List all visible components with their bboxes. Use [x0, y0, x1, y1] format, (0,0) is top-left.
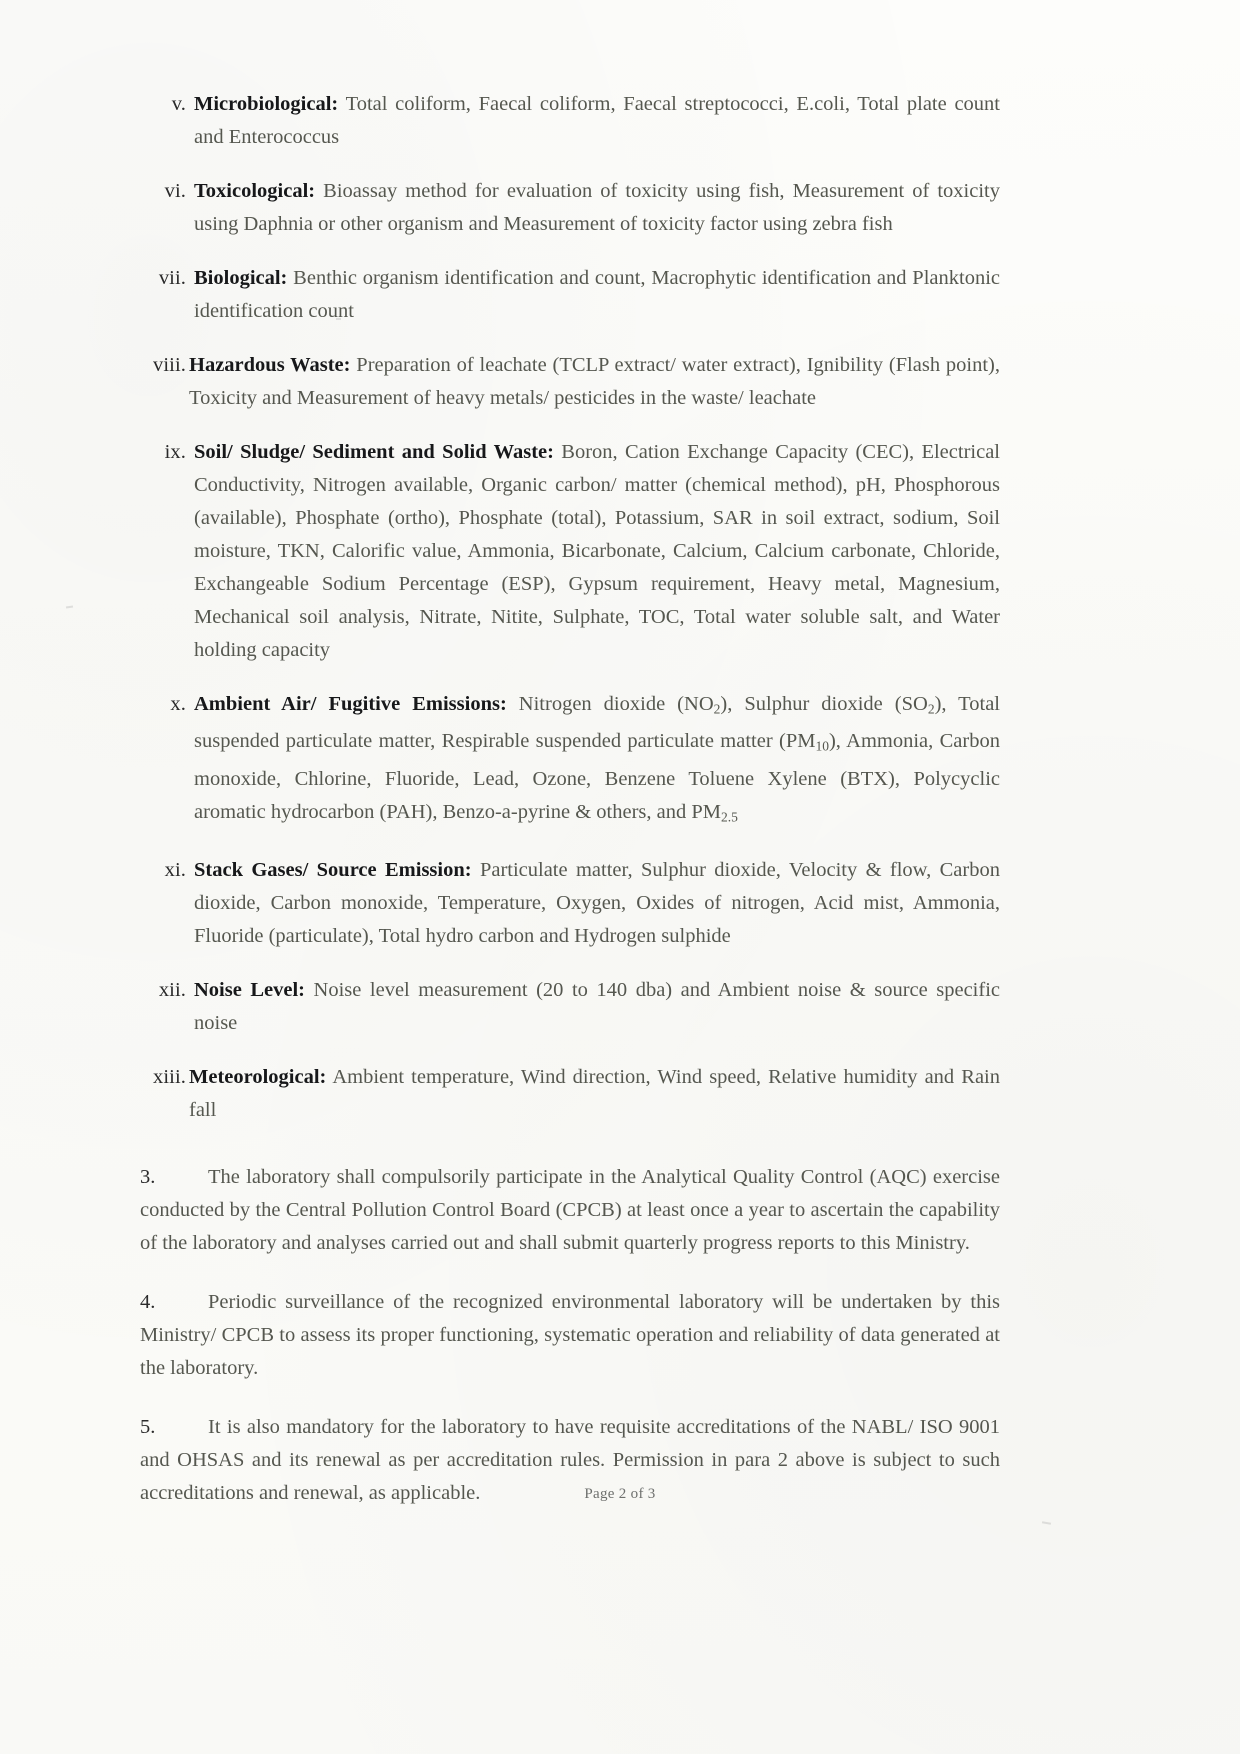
list-item [140, 262, 1000, 328]
list-item [140, 1061, 1000, 1127]
paragraph-text: It is also mandatory for the laboratory to have requisite accreditations of the NABL/ ISO 9001 and OHSAS and its renewal as per accreditation rules. Permission in para 2 above is subject to such accreditations and renewal, as applicable. [140, 1416, 1000, 1505]
list-item-content [189, 349, 1000, 415]
document-body [140, 88, 1000, 1536]
chemical-subscript: 2 [713, 701, 721, 717]
list-item [140, 974, 1000, 1040]
list-item-content [194, 88, 1000, 154]
list-marker: xii. [158, 979, 186, 1002]
list-marker: viii. [153, 354, 186, 376]
list-item-term: Toxicological: [194, 180, 316, 202]
scan-speck [1042, 1521, 1051, 1525]
list-item-text: Particulate matter, Sulphur dioxide, Velocity & flow, Carbon dioxide, Carbon monoxide, Temperature, Oxygen, Oxides of nitrogen, Acid mist, Ammonia, Fluoride (particulate), Total hydro carbon and Hydrogen sulphide [194, 859, 1000, 948]
list-item-term: Soil/ Sludge/ Sediment and Solid Waste: [194, 441, 554, 463]
paragraph-text: The laboratory shall compulsorily participate in the Analytical Quality Control (AQC) exercise conducted by the Central Pollution Control Board (CPCB) at least once a year to ascertain the capability of the laboratory and analyses carried out and shall submit quarterly progress reports to this Ministry. [140, 1166, 1000, 1255]
paragraph-number: 5. [140, 1416, 156, 1439]
list-item-content [194, 262, 1000, 328]
list-item-text: Boron, Cation Exchange Capacity (CEC), Electrical Conductivity, Nitrogen available, Organic carbon/ matter (chemical method), pH, Phosphorous (available), Phosphate (ortho), Phosphate (total), Potassium, SAR in soil extract, sodium, Soil moisture, TKN, Calorific value, Ammonia, Bicarbonate, Calcium, Calcium carbonate, Chloride, Exchangeable Sodium Percentage (ESP), Gypsum requirement, Heavy metal, Magnesium, Mechanical soil analysis, Nitrate, Nitite, Sulphate, TOC, Total water soluble salt, and Water holding capacity [194, 441, 1000, 661]
chemical-subscript: 2 [927, 701, 935, 717]
list-item-text: Total coliform, Faecal coliform, Faecal streptococci, E.coli, Total plate count and Enterococcus [194, 93, 1000, 148]
list-item [140, 175, 1000, 241]
list-marker: xi. [164, 859, 186, 882]
list-item [140, 854, 1000, 953]
chemical-subscript: 10 [815, 738, 829, 754]
analysis-parameters-list [140, 88, 1000, 1127]
paragraph-number: 3. [140, 1166, 156, 1189]
list-item-term: Noise Level: [194, 979, 306, 1002]
numbered-paragraphs [140, 1161, 1000, 1510]
list-item-content [194, 175, 1000, 241]
list-item [140, 436, 1000, 667]
list-item-term: Biological: [194, 267, 288, 289]
list-item-text: Nitrogen dioxide $(NO_2)$, Sulphur dioxide $(SO_2)$, Total suspended particulate matter, Respirable suspended particulate matter $(PM_{10})$, Ammonia, Carbon monoxide, Chlorine, Fluoride, Lead, Ozone, Benzene Toluene Xylene (BTX), Polycyclic aromatic hydrocarbon (PAH), Benzo-a-pyrine & others, and $PM_{2.5}$ [194, 693, 1000, 825]
list-item-term: Ambient Air/ Fugitive Emissions: [194, 693, 507, 715]
list-item-text: Bioassay method for evaluation of toxicity using fish, Measurement of toxicity using Daphnia or other organism and Measurement of toxicity factor using zebra fish [194, 180, 1000, 235]
paragraph-number: 4. [140, 1291, 156, 1314]
list-item [140, 349, 1000, 415]
list-marker: xiii. [153, 1066, 186, 1089]
paragraph-text: Periodic surveillance of the recognized environmental laboratory will be undertaken by this Ministry/ CPCB to assess its proper functioning, systematic operation and reliability of data generated at the laboratory. [140, 1291, 1000, 1380]
list-item [140, 88, 1000, 154]
paragraph-3 [140, 1161, 1000, 1260]
list-marker: v. [171, 93, 186, 115]
list-item-text: Benthic organism identification and count, Macrophytic identification and Planktonic identification count [194, 267, 1000, 322]
list-marker: vii. [158, 267, 186, 289]
list-item-content [194, 854, 1000, 953]
list-marker: ix. [164, 441, 186, 463]
list-item-text: Noise level measurement (20 to 140 dba) and Ambient noise & source specific noise [194, 979, 1000, 1035]
list-item [140, 688, 1000, 833]
list-marker: x. [170, 693, 186, 715]
list-item-text: Preparation of leachate (TCLP extract/ water extract), Ignibility (Flash point), Toxicity and Measurement of heavy metals/ pesticides in the waste/ leachate [189, 354, 1000, 409]
paragraph-4 [140, 1286, 1000, 1385]
list-marker: vi. [164, 180, 186, 202]
page-footer: Page 2 of 3 [584, 1486, 656, 1502]
list-item-term: Stack Gases/ Source Emission: [194, 859, 472, 882]
chemical-subscript: 2.5 [720, 809, 738, 825]
list-item-content [194, 688, 1000, 833]
list-item-term: Hazardous Waste: [189, 354, 351, 376]
list-item-content [189, 1061, 1000, 1127]
scan-speck [66, 606, 73, 609]
list-item-text: Ambient temperature, Wind direction, Wind speed, Relative humidity and Rain fall [189, 1066, 1000, 1122]
list-item-term: Meteorological: [189, 1066, 327, 1089]
list-item-content [194, 974, 1000, 1040]
list-item-term: Microbiological: [194, 93, 339, 115]
list-item-content [194, 436, 1000, 667]
